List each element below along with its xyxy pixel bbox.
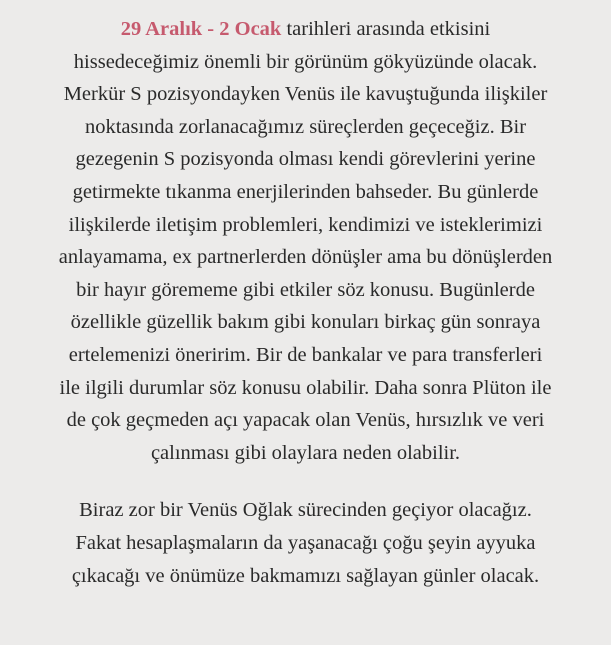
paragraph-line: Biraz zor bir Venüs Oğlak sürecinden geçiyor olacağız.: [79, 499, 532, 522]
paragraph-line: anlayamama, ex partnerlerden dönüşler ama bu dönüşlerden: [58, 246, 553, 269]
paragraph-line: Fakat hesaplaşmaların da yaşanacağı çoğu şeyin ayyuka: [75, 531, 536, 554]
paragraph-line: ilişkilerde iletişim problemleri, kendimizi ve isteklerimizi: [68, 213, 543, 236]
paragraph-line: çıkacağı ve önümüze bakmamızı sağlayan günler olacak.: [71, 564, 540, 587]
paragraph-line: Merkür S pozisyondayken Venüs ile kavuştuğunda ilişkiler: [63, 83, 548, 106]
date-range-highlight: 29 Aralık - 2 Ocak: [120, 18, 282, 40]
paragraph-line: özellikle güzellik bakım gibi konuları birkaç gün sonraya: [70, 311, 541, 334]
paragraph-line: gezegenin S pozisyonda olması kendi görevlerini yerine: [75, 148, 536, 171]
paragraph-line: getirmekte tıkanma enerjilerinden bahseder. Bu günlerde: [72, 180, 539, 203]
paragraph-line: ertelemenizi öneririm. Bir de bankalar ve para transferleri: [68, 343, 543, 366]
paragraph-line: çalınması gibi olaylara neden olabilir.: [150, 441, 461, 464]
paragraph-line: de çok geçmeden açı yapacak olan Venüs, hırsızlık ve veri: [66, 409, 545, 432]
paragraph-line: noktasında zorlanacağımız süreçlerden geçeceğiz. Bir: [84, 115, 527, 138]
paragraph-line: bir hayır görememe gibi etkiler söz konusu. Bugünlerde: [76, 278, 535, 301]
paragraph-line-text: tarihleri arasında etkisini: [281, 18, 491, 40]
paragraph-line: hissedeceğimiz önemli bir görünüm gökyüzünde olacak.: [73, 50, 538, 73]
paragraph-venus-oglak: [0, 494, 611, 592]
paragraph-venus-merkur: [0, 13, 611, 469]
paragraph-line: [0, 13, 611, 46]
paragraph-line: ile ilgili durumlar söz konusu olabilir. Daha sonra Plüton ile: [59, 376, 552, 399]
